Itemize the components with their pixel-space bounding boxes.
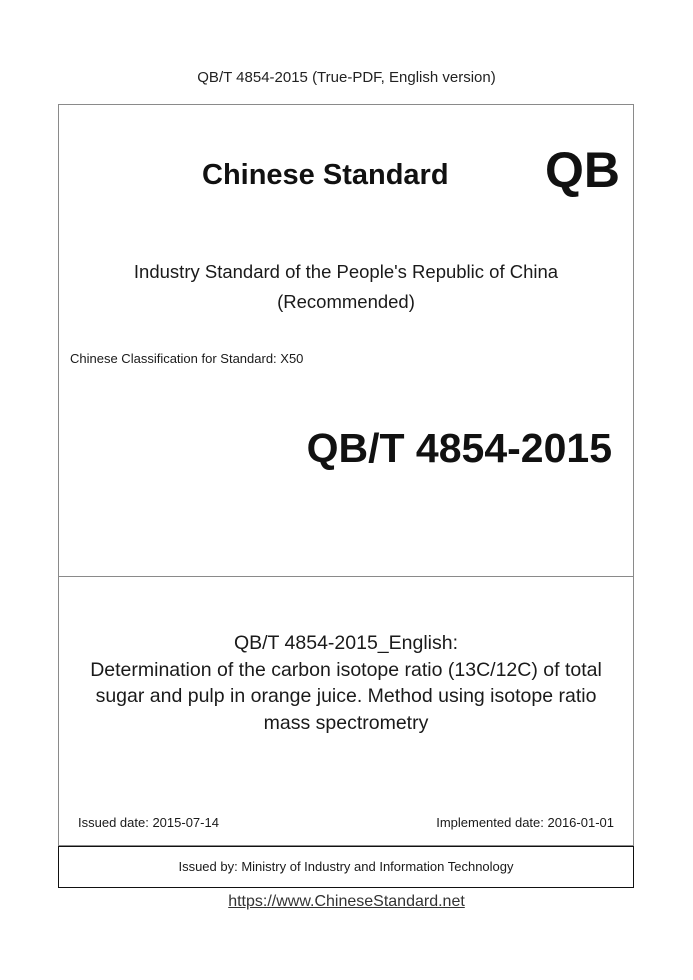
cover-title: Chinese Standard	[202, 159, 449, 191]
document-title-line: Determination of the carbon isotope ratio (13C/12C) of total	[90, 658, 602, 681]
standard-code: QB/T 4854-2015	[306, 425, 612, 471]
issued-date: Issued date: 2015-07-14	[78, 815, 219, 830]
document-title-line: QB/T 4854-2015_English:	[233, 632, 459, 654]
website-link[interactable]: https://www.ChineseStandard.net	[228, 893, 465, 910]
industry-line-2: (Recommended)	[277, 291, 415, 312]
industry-line-1: Industry Standard of the People's Republic of China	[133, 261, 559, 282]
document-title-line: sugar and pulp in orange juice. Method using isotope ratio	[95, 685, 597, 707]
document-header: QB/T 4854-2015 (True-PDF, English version)	[197, 69, 496, 86]
implemented-date: Implemented date: 2016-01-01	[436, 815, 614, 830]
document-title	[59, 630, 633, 736]
industry-standard-label	[59, 257, 633, 317]
section-divider	[59, 576, 633, 577]
classification-label: Chinese Classification for Standard: X50	[70, 351, 304, 366]
cover-frame	[58, 104, 634, 846]
document-title-line: mass spectrometry	[263, 711, 429, 734]
standard-mark: QB	[545, 142, 620, 198]
issuer-box: Issued by: Ministry of Industry and Information Technology	[58, 846, 634, 888]
